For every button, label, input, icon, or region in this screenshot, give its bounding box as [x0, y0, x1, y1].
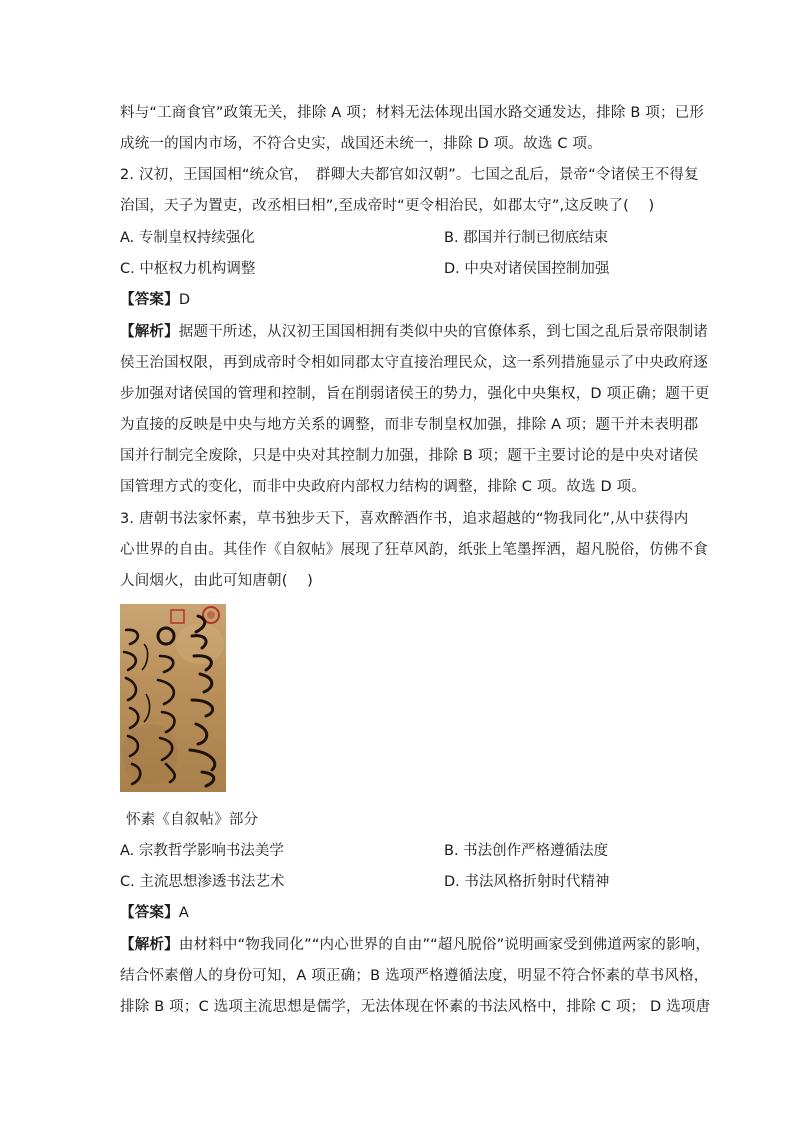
calligraphy-drawing — [120, 604, 226, 792]
q3-answer-value: A — [178, 905, 189, 921]
q3-stem-line-3: 人间烟火，由此可知唐朝( ) — [120, 573, 313, 589]
q2-analysis-line-6: 国管理方式的变化，而非中央政府内部权力结构的调整，排除 C 项。故选 D 项。 — [120, 479, 647, 495]
q2-stem-line-2: 治国，天子为置吏，改丞相曰相”,至成帝时“更令相治民，如郡太守”,这反映了( ) — [120, 198, 655, 214]
q2-option-b: B. 郡国并行制已彻底结束 — [444, 230, 609, 246]
q3-option-a: A. 宗教哲学影响书法美学 — [120, 843, 284, 859]
q2-analysis-line-2: 侯王治国权限，再到成帝时令相如同郡太守直接治理民众，这一系列措施显示了中央政府逐 — [120, 355, 708, 371]
q2-answer-label: 【答案】 — [120, 292, 179, 308]
intro-line-2: 成统一的国内市场，不符合史实，战国还未统一，排除 D 项。故选 C 项。 — [120, 136, 602, 152]
seal-mark-1 — [171, 610, 184, 623]
q2-analysis-line-5: 国并行制完全废除，只是中央对其控制力加强，排除 B 项；题干主要讨论的是中央对诸侯 — [120, 448, 699, 464]
q2-analysis-text-1: 据题干所述，从汉初王国国相拥有类似中央的官僚体系，到七国之乱后景帝限制诸 — [178, 324, 709, 340]
q3-option-b: B. 书法创作严格遵循法度 — [444, 843, 609, 859]
q2-answer-value: D — [178, 292, 191, 308]
q2-option-c: C. 中枢权力机构调整 — [120, 261, 256, 277]
q3-answer — [120, 903, 189, 923]
q3-option-c: C. 主流思想渗透书法艺术 — [120, 874, 285, 890]
calligraphy-image — [120, 604, 226, 792]
q3-answer-label: 【答案】 — [120, 905, 179, 921]
q3-stem-line-2: 心世界的自由。其佳作《自叙帖》展现了狂草风韵，纸张上笔墨挥洒，超凡脱俗，仿佛不食 — [120, 542, 708, 558]
q3-analysis-label: 【解析】 — [120, 937, 179, 953]
q3-analysis-line-1 — [120, 935, 710, 955]
intro-line-1: 料与“工商食官”政策无关，排除 A 项；材料无法体现出国水路交通发达，排除 B 项；已形 — [120, 105, 705, 121]
figure-caption: 怀素《自叙帖》部分 — [126, 812, 259, 828]
q2-stem-line-1: 2. 汉初，王国国相“统众官， 群卿大夫都官如汉朝”。七国之乱后，景帝“令诸侯王不得复 — [120, 167, 699, 183]
q2-option-a: A. 专制皇权持续强化 — [120, 230, 255, 246]
q2-answer — [120, 290, 190, 310]
q3-analysis-line-2: 结合怀素僧人的身份可知，A 项正确；B 选项严格遵循法度，明显不符合怀素的草书风格， — [120, 968, 709, 984]
q3-stem-line-1: 3. 唐朝书法家怀素，草书独步天下，喜欢醉酒作书，追求超越的“物我同化”,从中获得内 — [120, 511, 689, 527]
q2-analysis-line-1 — [120, 322, 708, 342]
q2-analysis-line-4: 为直接的反映是中央与地方关系的调整，而非专制皇权加强，排除 A 项；题干并未表明郡 — [120, 417, 699, 433]
q3-analysis-line-3: 排除 B 项；C 选项主流思想是儒学，无法体现在怀素的书法风格中，排除 C 项； D 选项唐 — [120, 999, 711, 1015]
q3-option-d: D. 书法风格折射时代精神 — [444, 874, 610, 890]
q2-option-d: D. 中央对诸侯国控制加强 — [444, 261, 610, 277]
q2-analysis-label: 【解析】 — [120, 324, 179, 340]
q2-analysis-line-3: 步加强对诸侯国的管理和控制，旨在削弱诸侯王的势力，强化中央集权，D 项正确；题干更 — [120, 386, 710, 402]
q3-analysis-text-1: 由材料中“物我同化”“内心世界的自由”“超凡脱俗”说明画家受到佛道两家的影响， — [178, 937, 711, 953]
